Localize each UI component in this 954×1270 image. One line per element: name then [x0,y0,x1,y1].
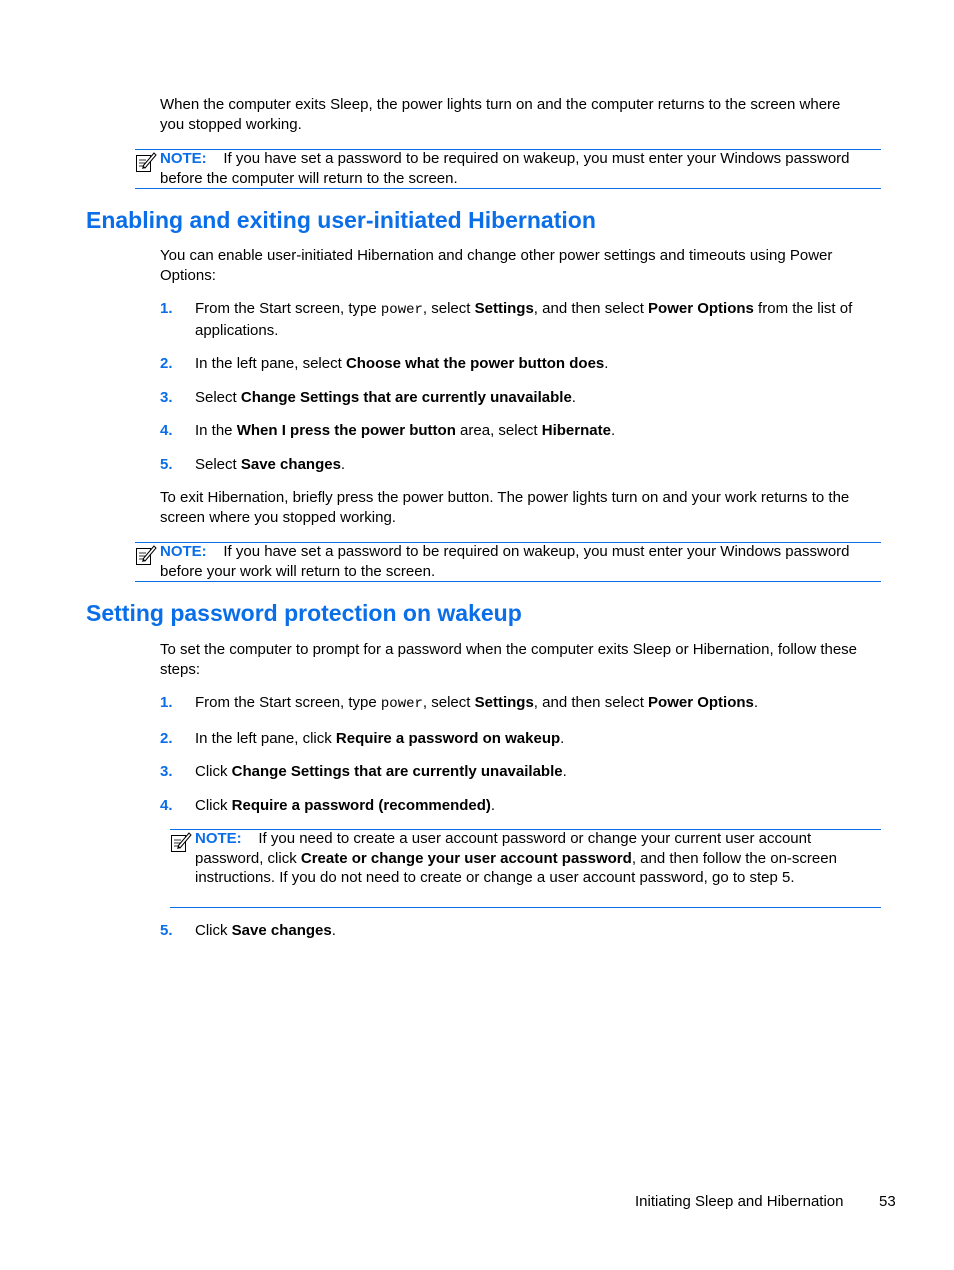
step-bold: Require a password (recommended) [231,796,491,814]
step-text: . [610,422,616,439]
note-box [170,829,881,908]
step-text: In the left pane, click [195,729,336,747]
note-bottom-rule [135,188,881,189]
step-number: 4. [160,422,173,439]
step-bold: Save changes [240,455,341,473]
step-text: . [562,763,567,780]
list-item [160,762,880,782]
step-text: . [571,388,576,406]
code-text: power [380,696,423,712]
step-number: 5. [160,922,173,939]
step-bold: Change Settings that are currently unavailable [231,763,563,780]
step-bold: Power Options [648,694,754,711]
step-bold: Power Options [648,300,754,317]
step-text: . [604,355,609,372]
note-pencil-icon [170,831,192,853]
step-bold: Settings [474,694,534,711]
step-number: 3. [160,763,173,780]
step-text: In the left pane, select [195,355,346,372]
note-box [135,542,881,582]
step-number: 2. [160,355,173,372]
step-text: Click [195,796,232,814]
step-text: , select [422,694,475,711]
step-text: Select [195,455,241,473]
note-pencil-icon [135,544,157,566]
list-item [160,693,880,715]
note-body: If you have set a password to be required on wakeup, you must enter your Windows password before the computer will return to the screen. [160,150,850,187]
step-bold: Hibernate [541,422,611,439]
note-label: NOTE: [160,150,207,167]
code-text: power [380,302,423,318]
step-text: , select [422,300,475,317]
page-number: 53 [879,1193,896,1210]
note-text [160,542,860,581]
section-heading: Enabling and exiting user-initiated Hibernation [86,207,596,233]
steps-list [160,921,880,941]
step-text: . [331,922,336,939]
steps-list [160,299,880,474]
list-item [160,455,880,475]
step-bold: Change Settings that are currently unavailable [240,388,572,406]
step-text: Select [195,388,241,406]
exit-paragraph: To exit Hibernation, briefly press the power button. The power lights turn on and your work returns to the screen where you stopped working. [160,489,850,526]
step-text: . [490,796,496,814]
intro-paragraph: When the computer exits Sleep, the power lights turn on and the computer returns to the screen where you stopped working. [160,96,841,133]
step-text: . [753,694,759,711]
step-text: From the Start screen, type [195,694,381,711]
note-pencil-icon [135,151,157,173]
step-bold: Save changes [231,922,332,939]
list-item [160,299,880,340]
note-label: NOTE: [160,543,207,560]
step-number: 5. [160,455,173,473]
step-bold: Settings [474,300,534,317]
note-bottom-rule [170,907,881,908]
step-text: Click [195,922,232,939]
steps-list [160,693,880,815]
step-text: , and then select [533,694,649,711]
step-text: In the [195,422,237,439]
note-text [160,149,860,188]
step-text: From the Start screen, type [195,300,381,317]
list-item [160,421,880,441]
step-text: from the list of applications. [195,300,853,339]
list-item [160,354,880,374]
note-body: , and then follow the on-screen instructions. If you do not need to create or change a user account password, go to step 5. [195,849,837,886]
step-text: . [560,729,565,747]
step-text: , and then select [533,300,649,317]
note-text [195,829,875,888]
step-number: 3. [160,388,173,406]
section-heading: Setting password protection on wakeup [86,600,522,626]
step-text: Click [195,763,232,780]
list-item [160,796,880,816]
step-text: area, select [455,422,542,439]
step-number: 2. [160,729,173,747]
footer-chapter-title: Initiating Sleep and Hibernation [635,1193,844,1210]
step-bold: Choose what the power button does [345,355,605,372]
list-item [160,921,880,941]
step-number: 1. [160,694,173,711]
step-text: . [340,455,346,473]
note-body: If you need to create a user account password or change your current user account password, click [195,830,812,867]
note-bold: Create or change your user account password [300,849,632,867]
note-body: If you have set a password to be required on wakeup, you must enter your Windows password before your work will return to the screen. [160,543,850,580]
step-number: 1. [160,300,173,317]
section-intro: To set the computer to prompt for a password when the computer exits Sleep or Hibernation, follow these steps: [160,641,858,678]
note-label: NOTE: [195,830,242,847]
list-item [160,388,880,408]
note-box [135,149,881,189]
list-item [160,729,880,749]
section-intro: You can enable user-initiated Hibernation and change other power settings and timeouts using Power Options: [160,247,833,284]
step-bold: When I press the power button [236,422,456,439]
step-number: 4. [160,796,173,814]
step-bold: Require a password on wakeup [335,729,561,747]
note-bottom-rule [135,581,881,582]
